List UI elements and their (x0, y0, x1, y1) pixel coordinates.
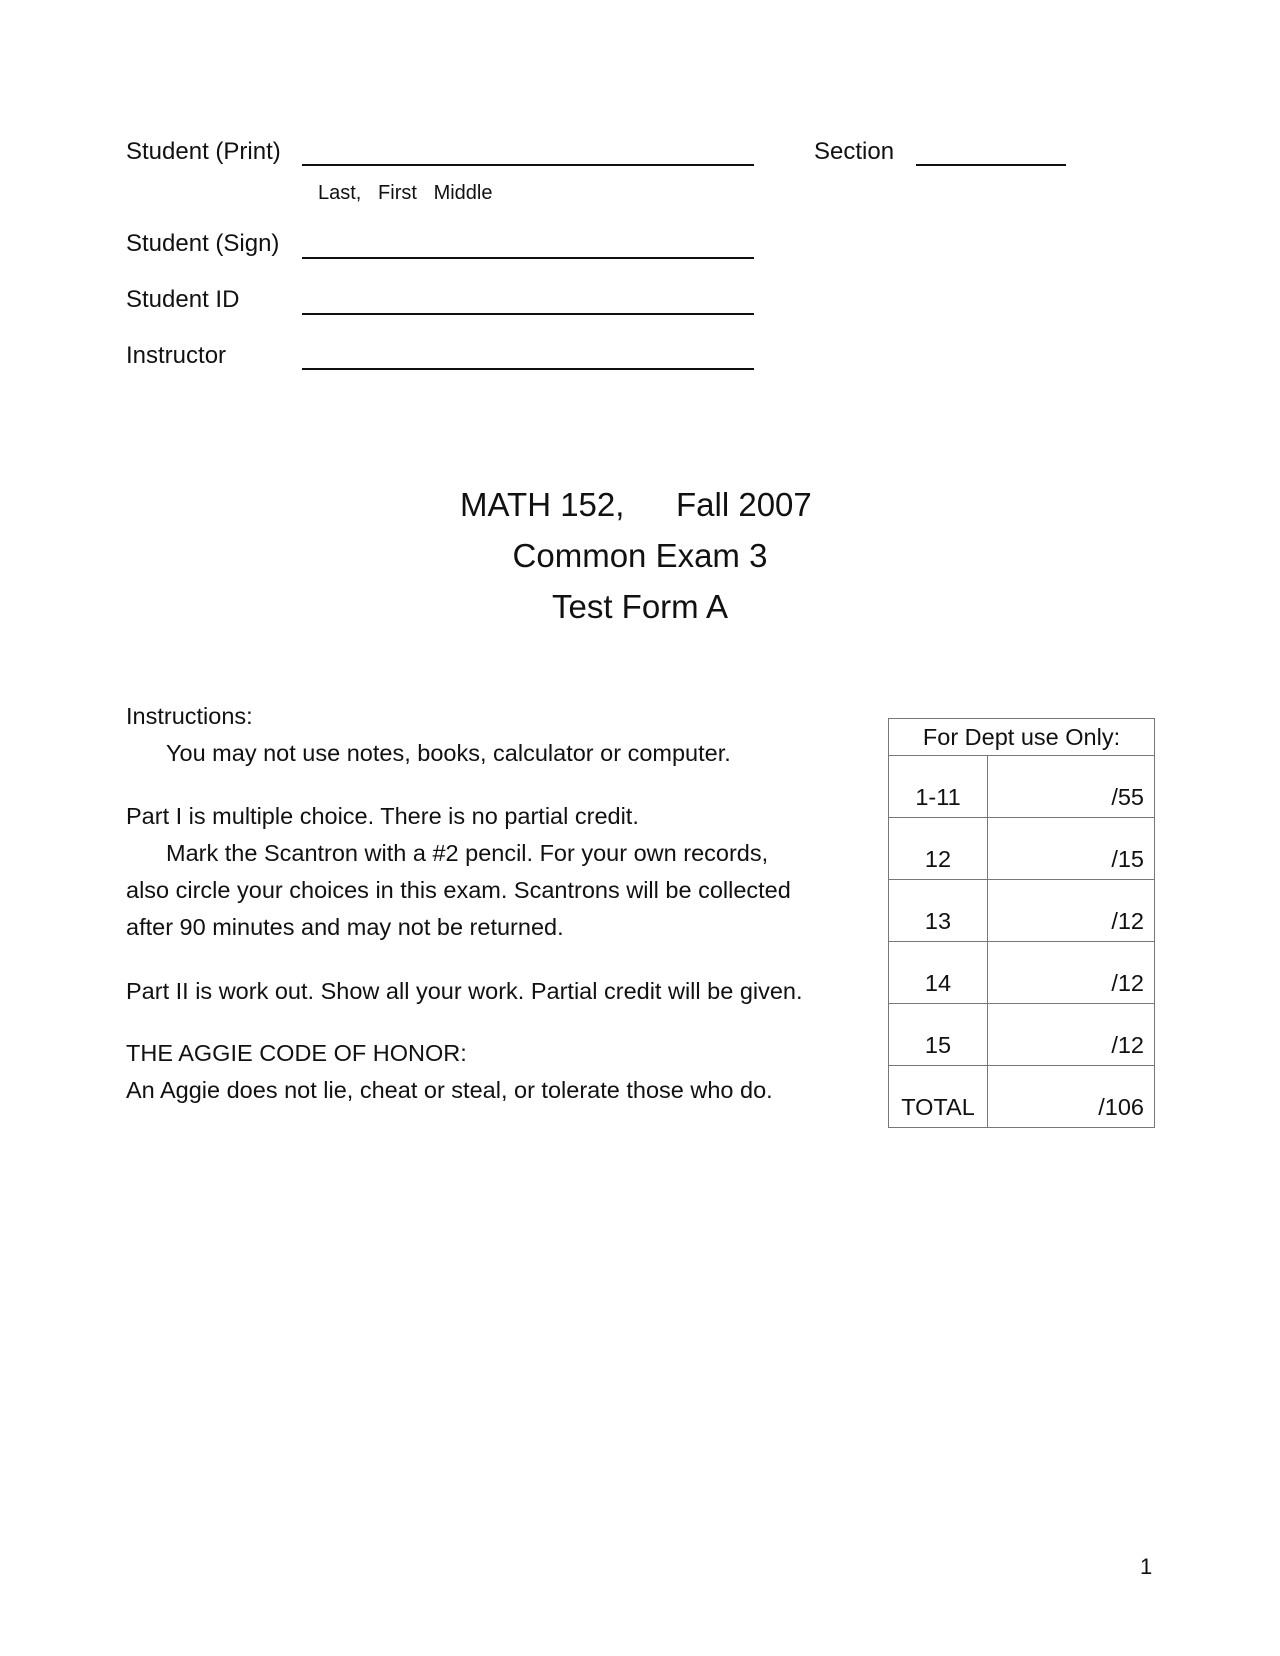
student-print-line[interactable] (302, 164, 754, 166)
exam-title: Common Exam 3 (512, 537, 768, 574)
table-cell-points: /12 (988, 1004, 1155, 1066)
form-title: Test Form A (551, 588, 729, 625)
honor-text: An Aggie does not lie, cheat or steal, or tolerate those who do. (126, 1077, 773, 1103)
table-row (889, 756, 1155, 818)
table-cell-points: /55 (988, 756, 1155, 818)
table-cell-item: 15 (889, 1004, 988, 1066)
table-row-total (889, 1066, 1155, 1128)
part1-line: Mark the Scantron with a #2 pencil. For your own records, (166, 840, 769, 866)
part1-block (126, 798, 791, 946)
student-id-line[interactable] (302, 313, 754, 315)
section-line[interactable] (916, 164, 1066, 166)
course-title: MATH 152, (460, 486, 625, 523)
table-cell-item: 14 (889, 942, 988, 1004)
table-cell-item: 13 (889, 880, 988, 942)
part1-line: Part I is multiple choice. There is no partial credit. (126, 803, 639, 829)
table-cell-item: 1-11 (889, 756, 988, 818)
page-number: 1 (1140, 1554, 1153, 1579)
term-title: Fall 2007 (676, 486, 812, 523)
student-print-label: Student (Print) (126, 138, 281, 165)
table-cell-points: /15 (988, 818, 1155, 880)
table-row (889, 880, 1155, 942)
table-cell-points: /106 (988, 1066, 1155, 1128)
table-row (889, 1004, 1155, 1066)
instructor-label: Instructor (126, 342, 227, 369)
student-sign-label: Student (Sign) (126, 230, 280, 257)
honor-block (126, 1035, 773, 1109)
instructions-heading: Instructions: (126, 703, 253, 729)
student-sign-line[interactable] (302, 257, 754, 259)
table-cell-points: /12 (988, 880, 1155, 942)
table-cell-item: 12 (889, 818, 988, 880)
instructions-block (126, 698, 731, 772)
part1-line: also circle your choices in this exam. Scantrons will be collected (126, 877, 791, 903)
table-cell-item: TOTAL (889, 1066, 988, 1128)
name-order-hint: Last, First Middle (318, 182, 493, 204)
section-label: Section (814, 138, 895, 165)
instructor-line[interactable] (302, 368, 754, 370)
part1-line: after 90 minutes and may not be returned. (126, 914, 564, 940)
dept-use-table (888, 718, 1155, 1128)
student-id-label: Student ID (126, 286, 240, 313)
part2-text: Part II is work out. Show all your work. Partial credit will be given. (126, 978, 803, 1004)
table-row (889, 942, 1155, 1004)
honor-heading: THE AGGIE CODE OF HONOR: (126, 1040, 467, 1066)
instructions-line: You may not use notes, books, calculator or computer. (166, 740, 731, 766)
table-row (889, 818, 1155, 880)
dept-table-heading: For Dept use Only: (889, 719, 1155, 756)
table-cell-points: /12 (988, 942, 1155, 1004)
